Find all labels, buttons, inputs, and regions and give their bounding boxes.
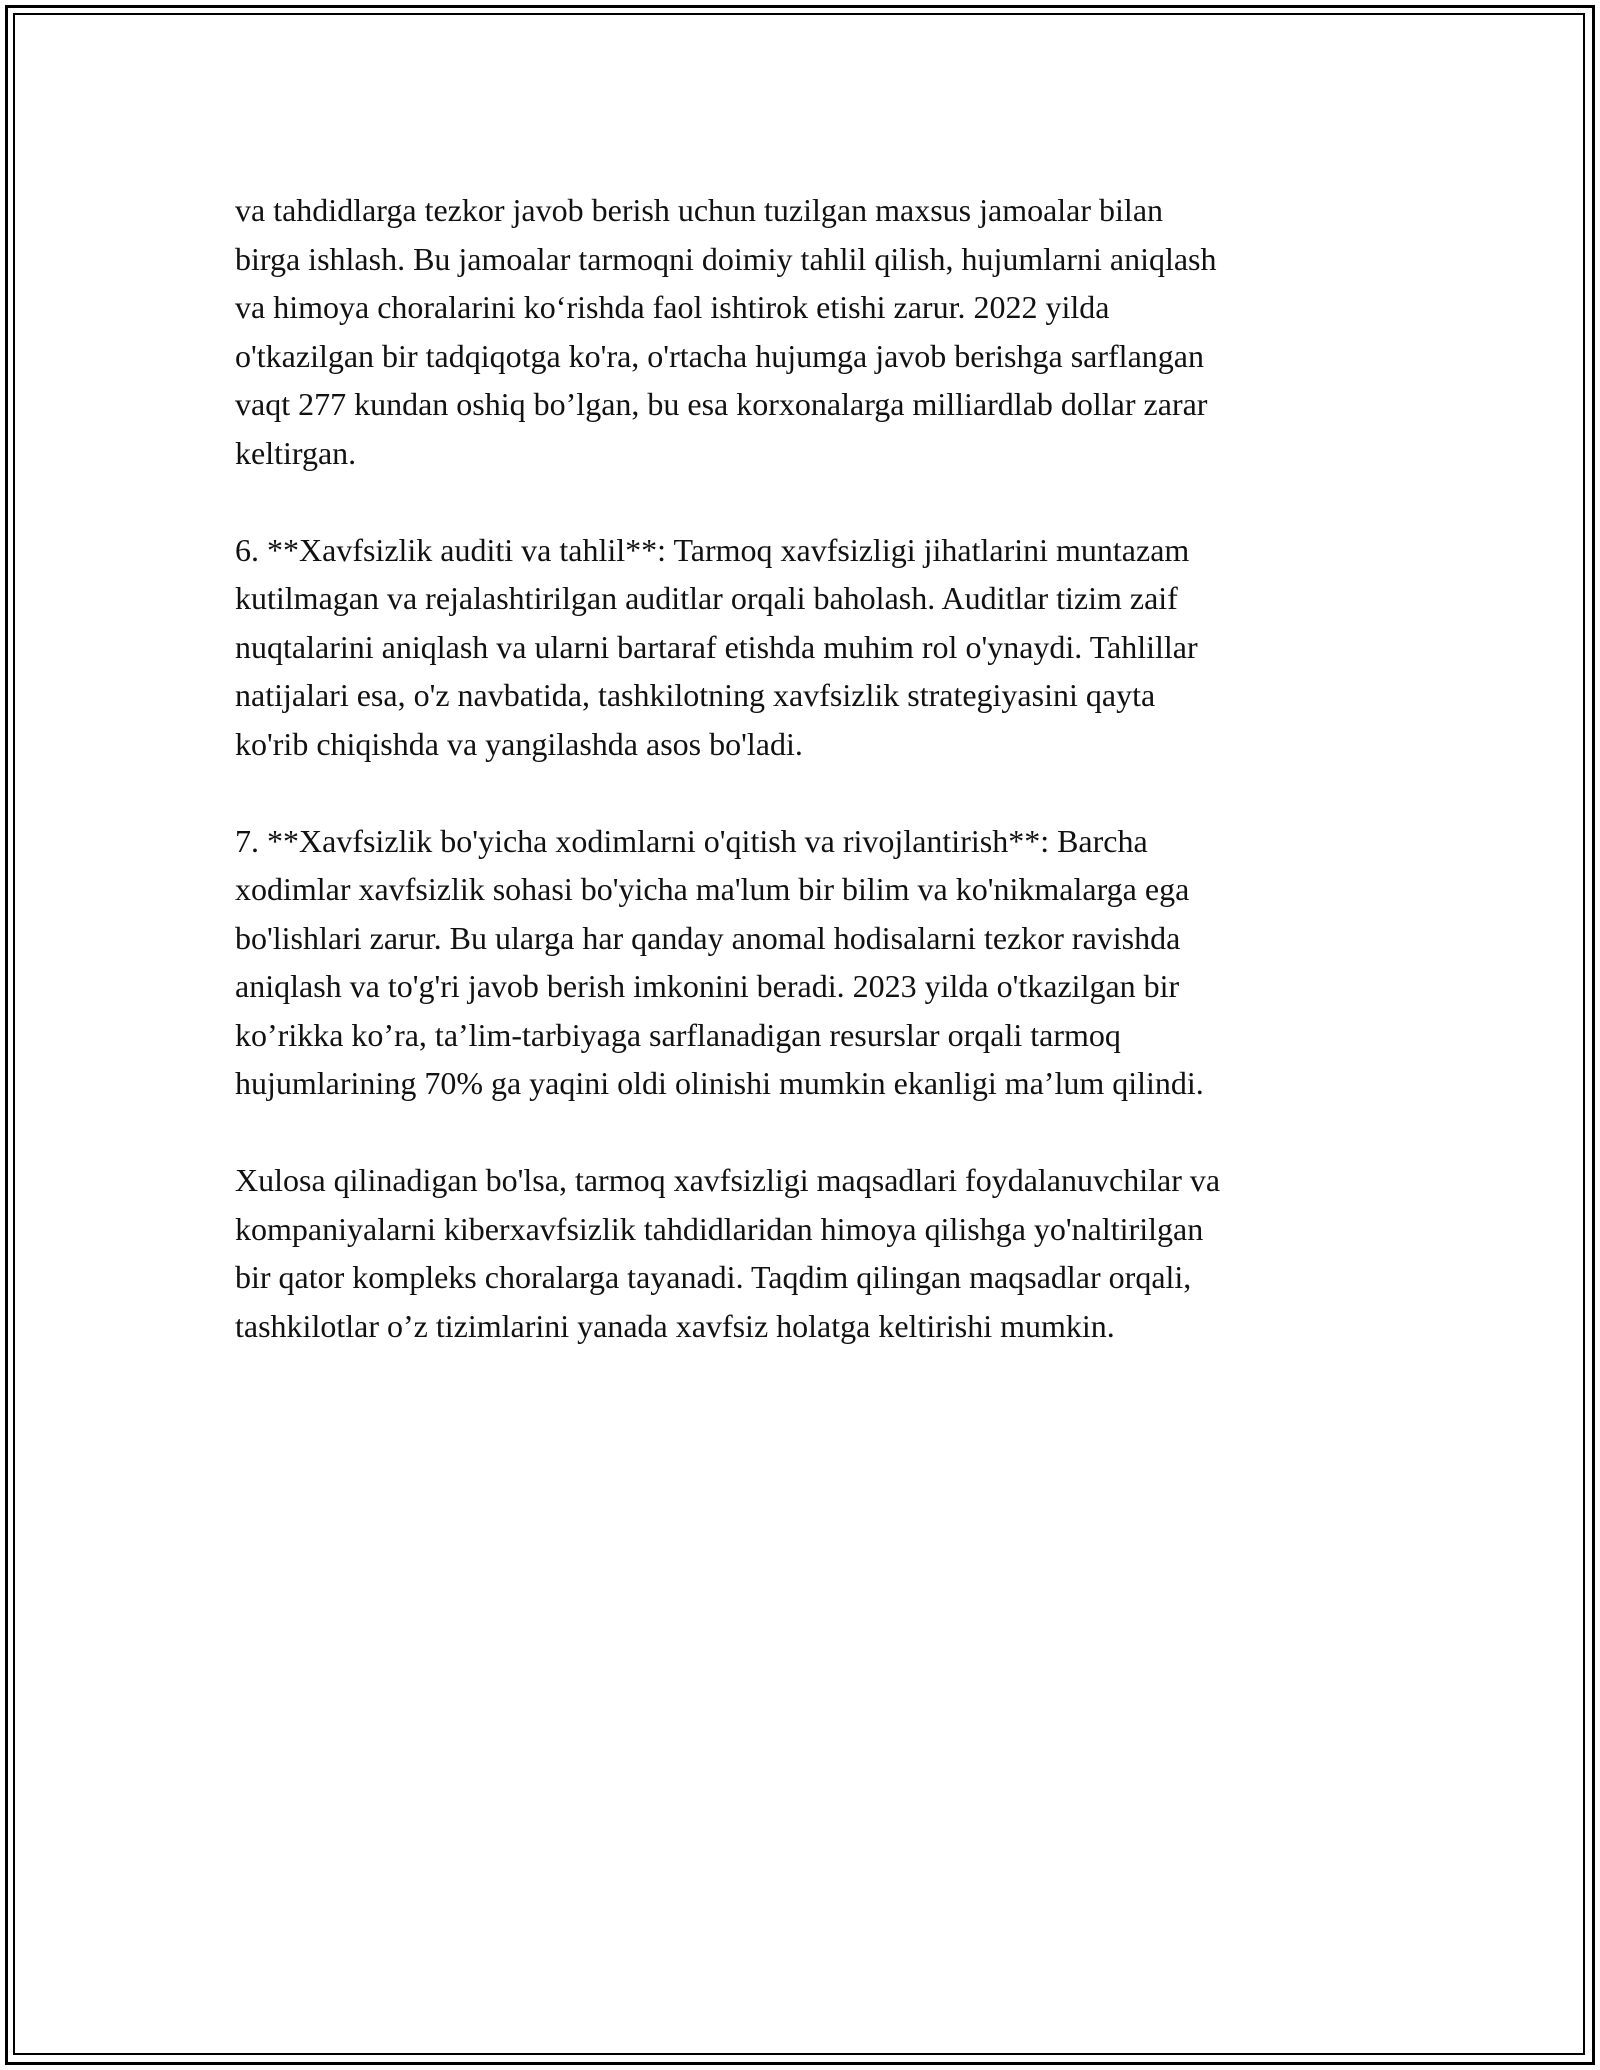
text-line: hujumlarining 70% ga yaqini oldi olinishi mumkin ekanligi ma’lum qilindi. [235, 1065, 1204, 1101]
text-line: aniqlash va to'g'ri javob berish imkonini beradi. 2023 yilda o'tkazilgan bir [235, 968, 1180, 1004]
text-line: ko'rib chiqishda va yangilashda asos bo'ladi. [235, 725, 803, 762]
text-line: nuqtalarini aniqlash va ularni bartaraf etishda muhim rol o'ynaydi. Tahlillar [235, 628, 1198, 665]
text-line: va himoya choralarini ko‘rishda faol ishtirok etishi zarur. 2022 yilda [235, 289, 1110, 325]
text-line: 6. **Xavfsizlik auditi va tahlil**: Tarmoq xavfsizligi jihatlarini muntazam [235, 531, 1190, 568]
text-line: kompaniyalarni kiberxavfsizlik tahdidlaridan himoya qilishga yo'naltirilgan [235, 1210, 1204, 1247]
document-body [235, 186, 1375, 1399]
text-line: va tahdidlarga tezkor javob berish uchun tuzilgan maxsus jamoalar bilan [235, 192, 1164, 228]
text-line: birga ishlash. Bu jamoalar tarmoqni doimiy tahlil qilish, hujumlarni aniqlash [235, 240, 1217, 277]
text-line: ko’rikka ko’ra, ta’lim-tarbiyaga sarflanadigan resurslar orqali tarmoq [235, 1016, 1121, 1053]
text-line: vaqt 277 kundan oshiq bo’lgan, bu esa korxonalarga milliardlab dollar zarar [235, 386, 1208, 422]
text-line: tashkilotlar o’z tizimlarini yanada xavfsiz holatga keltirishi mumkin. [235, 1307, 1115, 1344]
text-line: keltirgan. [235, 434, 357, 471]
text-line: bir qator kompleks choralarga tayanadi. Taqdim qilingan maqsadlar orqali, [235, 1259, 1192, 1295]
text-line: Xulosa qilinadigan bo'lsa, tarmoq xavfsizligi maqsadlari foydalanuvchilar va [235, 1162, 1221, 1198]
text-line: natijalari esa, o'z navbatida, tashkilotning xavfsizlik strategiyasini qayta [235, 677, 1156, 713]
paragraph-incident-response [235, 186, 1375, 477]
text-line: bo'lishlari zarur. Bu ularga har qanday anomal hodisalarni tezkor ravishda [235, 919, 1181, 956]
text-line: 7. **Xavfsizlik bo'yicha xodimlarni o'qitish va rivojlantirish**: Barcha [235, 822, 1148, 859]
text-line: o'tkazilgan bir tadqiqotga ko'ra, o'rtacha hujumga javob berishga sarflangan [235, 337, 1204, 374]
paragraph-conclusion [235, 1156, 1375, 1350]
text-line: kutilmagan va rejalashtirilgan auditlar orqali baholash. Auditlar tizim zaif [235, 580, 1178, 616]
text-line: xodimlar xavfsizlik sohasi bo'yicha ma'lum bir bilim va ko'nikmalarga ega [235, 871, 1190, 907]
paragraph-security-audit [235, 526, 1375, 769]
paragraph-staff-training [235, 817, 1375, 1108]
